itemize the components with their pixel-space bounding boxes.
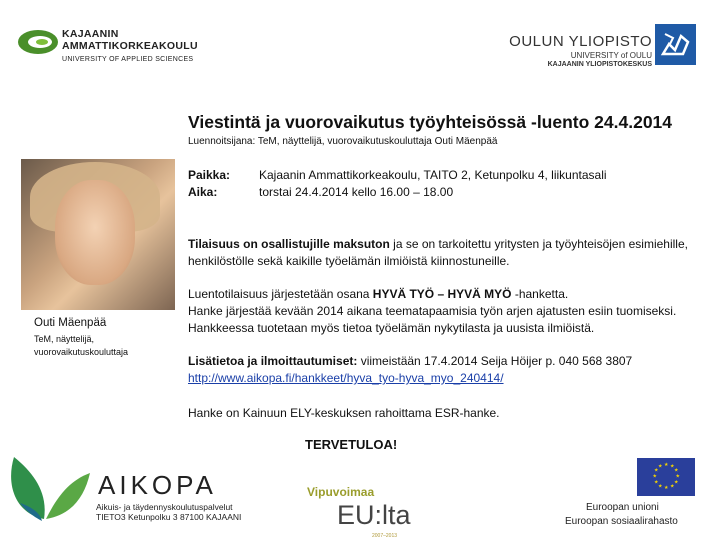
svg-text:★: ★ [658, 483, 663, 490]
paragraph-free [188, 236, 698, 270]
aikopa-sub [96, 502, 241, 522]
vipuvoimaa-text: Vipuvoimaa [307, 485, 375, 499]
oulu-logo-text [488, 33, 652, 68]
aikopa-wordmark: AIKOPA [98, 470, 217, 500]
project-line1-b: -hanketta. [511, 287, 569, 301]
time-value: torstai 24.4.2014 kello 16.00 – 18.00 [259, 185, 454, 199]
project-line1-a: Luentotilaisuus järjestetään osana [188, 287, 373, 301]
eu-flag-icon [637, 458, 695, 496]
place-value: Kajaanin Ammattikorkeakoulu, TAITO 2, Ketunpolku 4, liikuntasali [259, 168, 607, 182]
lecturer-line: Luennoitsijana: TeM, näyttelijä, vuorovaikutuskouluttaja Outi Mäenpää [188, 136, 498, 147]
eulta-text: EU:lta [337, 500, 411, 530]
place-label: Paikka: [188, 168, 231, 182]
speaker-photo-face [55, 180, 135, 285]
aikopa-sub2: TIETO3 Ketunpolku 3 87100 KAJAANI [96, 512, 242, 522]
eu-line2: Euroopan sosiaalirahasto [565, 516, 678, 527]
kamk-line2: AMMATTIKORKEAKOULU [62, 40, 198, 52]
aikopa-sub1: Aikuis- ja täydennyskoulutuspalvelut [96, 502, 233, 512]
speaker-desc-line1: TeM, näyttelijä, [34, 334, 95, 344]
svg-text:★: ★ [658, 463, 663, 470]
time-label: Aika: [188, 185, 218, 199]
svg-text:★: ★ [664, 462, 669, 468]
project-name: HYVÄ TYÖ – HYVÄ MYÖ [372, 287, 512, 301]
project-line1 [188, 286, 723, 303]
eu-years: 2007–2013 [372, 533, 398, 539]
svg-text:★: ★ [674, 479, 679, 486]
svg-text:★: ★ [664, 485, 669, 491]
oulu-line3: KAJAANIN YLIOPISTOKESKUS [547, 61, 652, 68]
speaker-desc-line2: vuorovaikutuskouluttaja [34, 347, 129, 357]
event-title: Viestintä ja vuorovaikutus työyhteisössä -luento 24.4.2014 [188, 112, 673, 132]
project-line2: Hanke järjestää kevään 2014 aikana teematapaamisia työn arjen ajatusten esiin tuomiseksi. [188, 304, 677, 318]
place-row [188, 168, 607, 182]
svg-text:★: ★ [654, 479, 659, 486]
info-line1 [188, 353, 718, 370]
free-bold: Tilaisuus on osallistujille maksuton [188, 237, 390, 251]
svg-text:★: ★ [670, 483, 675, 490]
speaker-name: Outi Mäenpää [34, 317, 107, 329]
svg-text:★: ★ [675, 473, 680, 480]
kamk-line1: KAJAANIN [62, 28, 119, 40]
registration-link[interactable]: http://www.aikopa.fi/hankkeet/hyva_tyo-hyva_myo_240414/ [188, 371, 504, 385]
info-rest: viimeistään 17.4.2014 Seija Höijer p. 040 568 3807 [357, 354, 633, 368]
aikopa-leaf-icon [4, 443, 92, 525]
svg-text:★: ★ [652, 473, 657, 480]
svg-text:★: ★ [654, 467, 659, 474]
svg-text:★: ★ [674, 467, 679, 474]
kamk-line3: UNIVERSITY OF APPLIED SCIENCES [62, 56, 194, 63]
oulu-emblem-icon [655, 24, 696, 65]
time-row [188, 185, 453, 199]
paragraph-info [188, 353, 718, 387]
kamk-name [62, 28, 198, 66]
oulu-line1: OULUN YLIOPISTO [509, 33, 652, 50]
eu-line1: Euroopan unioni [586, 502, 659, 513]
speaker-desc [34, 333, 128, 359]
welcome-text: TERVETULOA! [305, 437, 398, 452]
info-bold: Lisätietoa ja ilmoittautumiset: [188, 354, 358, 368]
free-rest: ja se on tarkoitettu yritysten ja työyhteisöjen esimiehille, henkilöstölle sekä kaikille työelämän ilmiöistä kiinnostuneille. [188, 237, 688, 268]
funding-line: Hanke on Kainuun ELY-keskuksen rahoittama ESR-hanke. [188, 406, 500, 420]
paragraph-project [188, 286, 723, 337]
project-line3: Hankkeessa tuotetaan myös tietoa työelämän nykytilasta ja uusista ilmiöistä. [188, 321, 595, 335]
svg-text:★: ★ [670, 463, 675, 470]
oulu-line2: UNIVERSITY of OULU [570, 51, 652, 60]
